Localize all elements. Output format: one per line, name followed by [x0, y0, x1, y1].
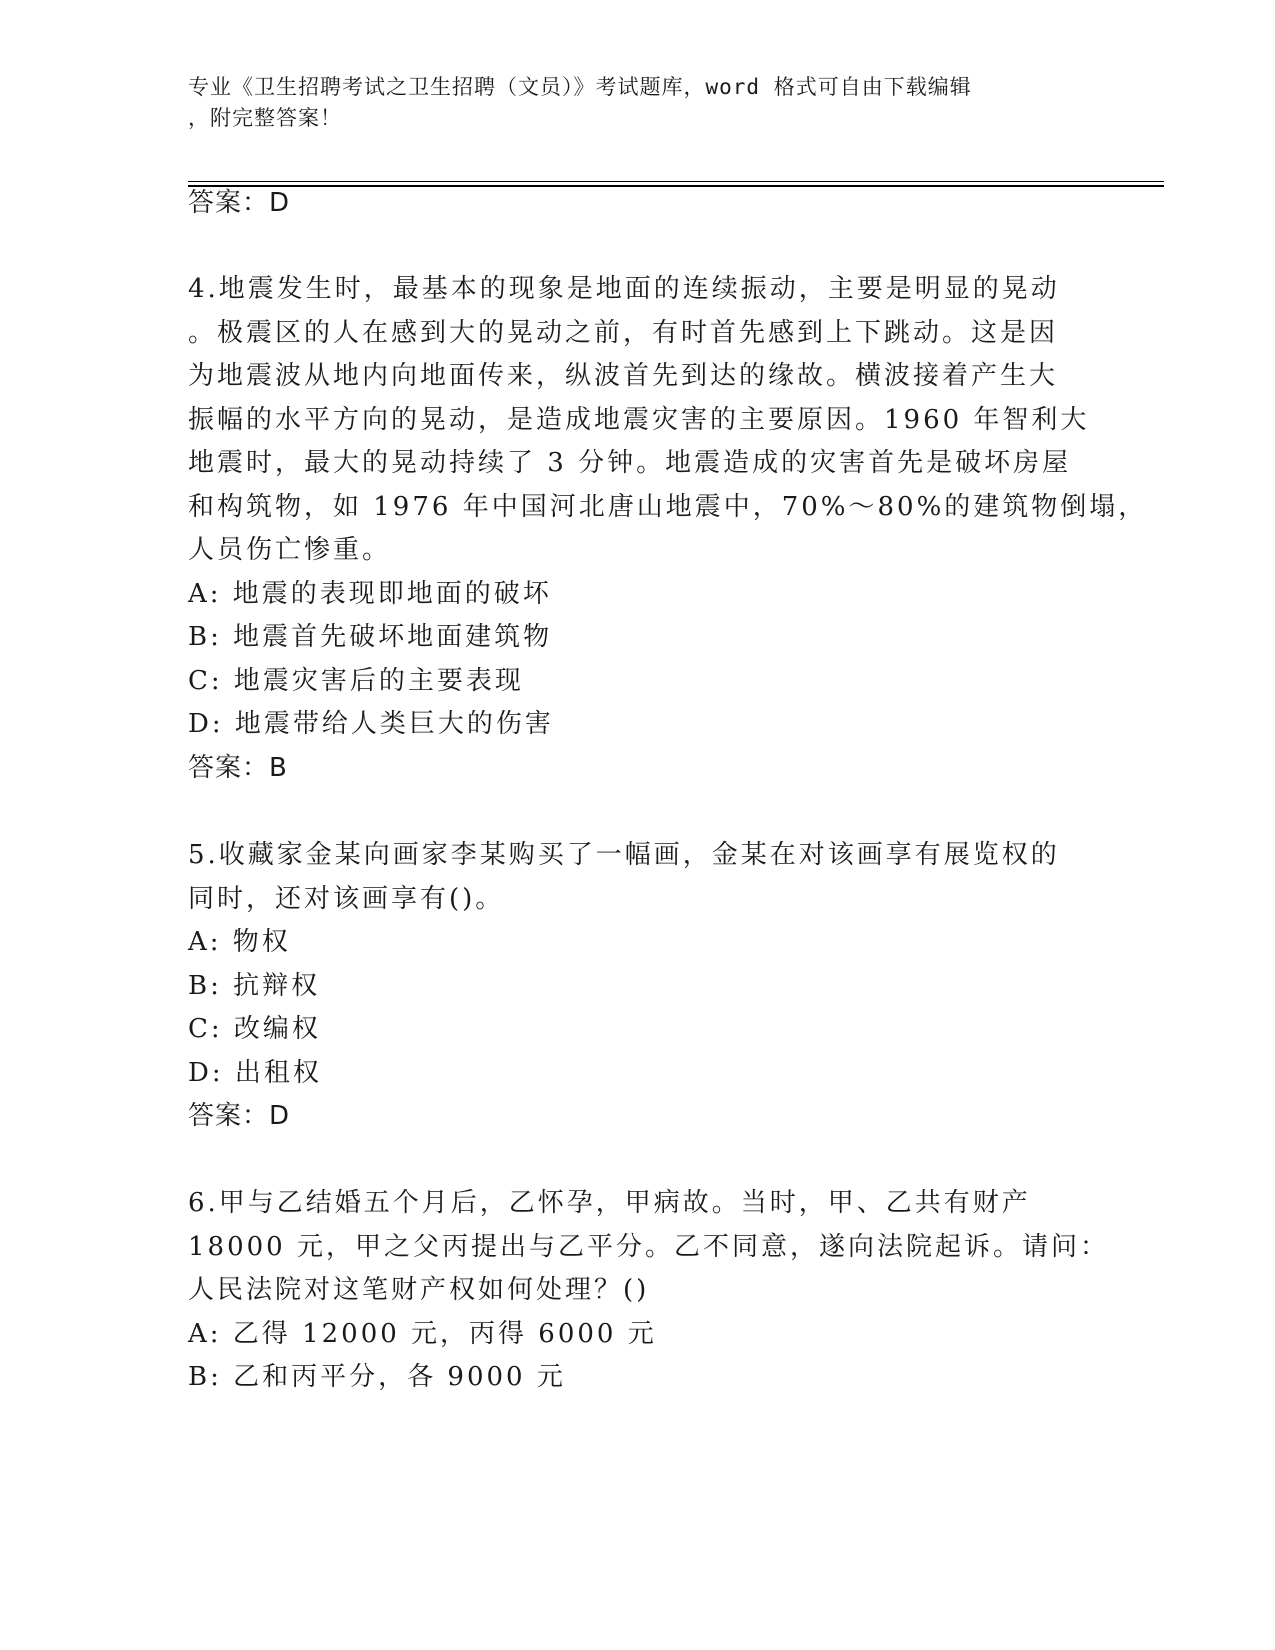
option-c: C: 地震灾害后的主要表现	[188, 666, 524, 696]
answer-previous: 答案：D	[188, 188, 291, 218]
option-c: C: 改编权	[188, 1014, 321, 1044]
option-b: B: 乙和丙平分，各 9000 元	[188, 1362, 566, 1392]
question-text-line: 4.地震发生时，最基本的现象是地面的连续振动，主要是明显的晃动	[188, 274, 1060, 304]
question-text-line: 6.甲与乙结婚五个月后，乙怀孕，甲病故。当时，甲、乙共有财产	[188, 1188, 1031, 1218]
option-a: A: 乙得 12000 元，丙得 6000 元	[188, 1319, 657, 1349]
header-rule-thick	[188, 185, 1164, 187]
option-a: A: 物权	[188, 927, 291, 957]
option-a: A: 地震的表现即地面的破坏	[188, 579, 552, 609]
question-text-line: 18000 元，甲之父丙提出与乙平分。乙不同意，遂向法院起诉。请问：	[188, 1232, 1109, 1262]
header-rule-thin	[188, 181, 1164, 182]
question-text-line: 地震时，最大的晃动持续了 3 分钟。地震造成的灾害首先是破坏房屋	[188, 448, 1072, 478]
answer: 答案：D	[188, 1101, 291, 1131]
question-text-line: 。极震区的人在感到大的晃动之前，有时首先感到上下跳动。这是因	[188, 318, 1059, 348]
header-line-1: 专业《卫生招聘考试之卫生招聘（文员）》考试题库，word 格式可自由下载编辑	[188, 75, 972, 99]
option-d: D: 地震带给人类巨大的伤害	[188, 709, 554, 739]
question-text-line: 为地震波从地内向地面传来，纵波首先到达的缘故。横波接着产生大	[188, 361, 1059, 391]
option-b: B: 抗辩权	[188, 971, 321, 1001]
option-d: D: 出租权	[188, 1058, 322, 1088]
option-b: B: 地震首先破坏地面建筑物	[188, 622, 553, 652]
question-text-line: 人民法院对这笔财产权如何处理？()	[188, 1275, 650, 1305]
question-text-line: 5.收藏家金某向画家李某购买了一幅画，金某在对该画享有展览权的	[188, 840, 1060, 870]
document-header	[188, 72, 1088, 134]
header-line-2: ，附完整答案！	[188, 106, 342, 130]
question-text-line: 振幅的水平方向的晃动，是造成地震灾害的主要原因。1960 年智利大	[188, 405, 1090, 435]
answer: 答案：B	[188, 753, 288, 783]
question-text-line: 同时，还对该画享有()。	[188, 884, 505, 914]
question-text-line: 人员伤亡惨重。	[188, 535, 392, 565]
question-text-line: 和构筑物，如 1976 年中国河北唐山地震中，70%～80%的建筑物倒塌，	[188, 492, 1148, 522]
